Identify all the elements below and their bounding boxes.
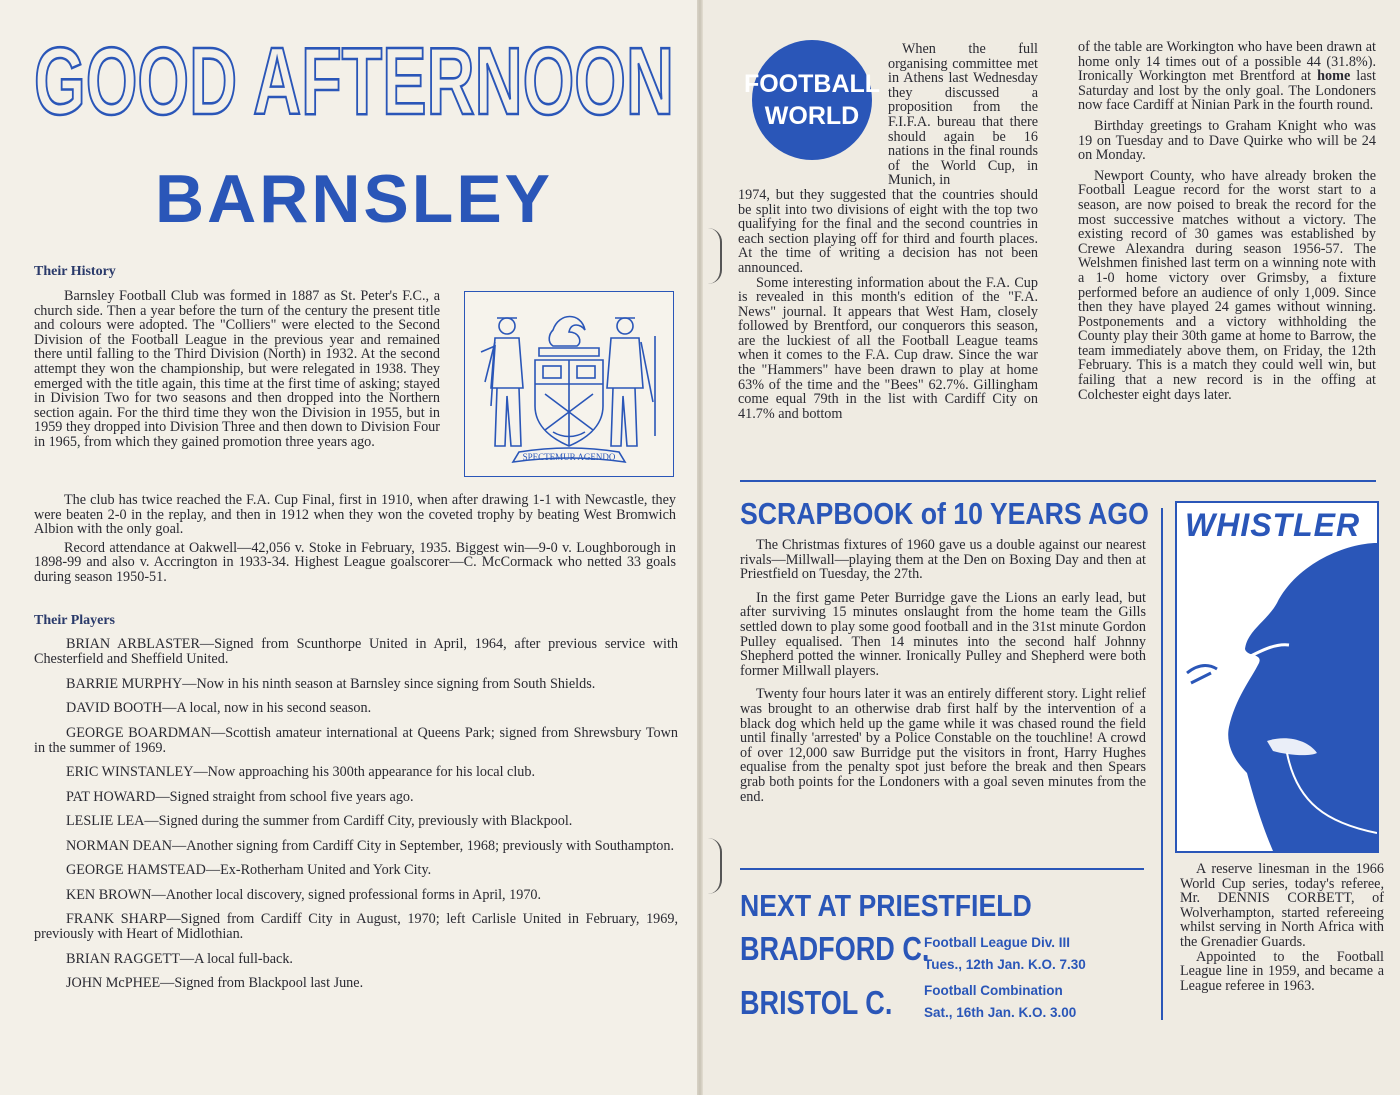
griffin [549, 317, 585, 347]
history-paragraph-2: The club has twice reached the F.A. Cup Final, first in 1910, when after drawing 1-1 with Newcastle, they were beaten 2-0 in the replay, and then in 1912 when they won the coveted trophy by beating West Bromwich Albion with the only goal. [34, 492, 676, 538]
whistler-paragraph-1: A reserve linesman in the 1966 World Cup series, today's referee, Mr. DENNIS CORBETT, of Wolverhampton, started refereeing whilst serving in North Africa with the Grenadier Guards. [1180, 861, 1384, 950]
football-world-fa-cup: Some interesting information about the F.A. Cup is revealed in this month's edition of the "F.A. News" journal. It appears that West Ham, closely followed by Brentford, our conquerors this season, are the luckiest of all the Football League teams when it comes to the F.A. Cup draw. Since the war the "Hammers" have been drawn to play at home 63% of the time and the "Bees" 62.7%. Gillingham come equal 79th in the list with Cardiff City on 41.7% and bottom [738, 274, 1038, 422]
player-entry: BARRIE MURPHY—Now in his ninth season at Barnsley since signing from South Shields. [66, 675, 596, 692]
fixture-details [924, 932, 1086, 976]
football-world-workington [1078, 40, 1376, 113]
badge-line-2: WORLD [764, 102, 860, 130]
history-paragraph-3: Record attendance at Oakwell—42,056 v. Stoke in February, 1935. Biggest win—9-0 v. Loughborough in 1898-99 and also v. Accrington in 1933-34. Highest League goalscorer—C. McCormack who netted 33 goals during season 1950-51. [34, 539, 676, 585]
page-fold [697, 0, 703, 1095]
next-at-priestfield-title: NEXT AT PRIESTFIELD [740, 888, 1032, 923]
scrapbook-paragraph-1: The Christmas fixtures of 1960 gave us a double against our nearest rivals—Millwall—playing them at the Den on Boxing Day and then at Priestfield on Tuesday, the 27th. [740, 537, 1146, 583]
fixture-competition: Football League Div. III [924, 935, 1071, 950]
history-heading: Their History [34, 264, 116, 279]
whistler-panel [1175, 501, 1379, 853]
staple-bottom [706, 838, 722, 894]
whistler-title: WHISTLER [1185, 507, 1361, 543]
whistler-body [1180, 862, 1384, 993]
section-divider-bottom [740, 868, 1144, 870]
referee-silhouette [1177, 503, 1377, 851]
player-entry: ERIC WINSTANLEY—Now approaching his 300th appearance for his local club. [66, 764, 536, 780]
club-name-title: BARNSLEY [155, 161, 554, 237]
fixture-kickoff: Sat., 16th Jan. K.O. 3.00 [924, 1005, 1077, 1020]
miner-right-body [607, 338, 643, 388]
player-entry: PAT HOWARD—Signed straight from school five years ago. [66, 788, 414, 805]
football-world-column-2 [1078, 40, 1376, 402]
players-heading: Their Players [34, 613, 116, 628]
whistler-paragraph-2: Appointed to the Football League line in 1959, and became a League referee in 1963. [1180, 948, 1384, 994]
staple-top [706, 228, 722, 284]
workington-text-b: last Saturday and lost by the only goal. The Londoners now face Cardiff at Ninian Park in the fourth round. [1078, 68, 1376, 114]
player-entry: BRIAN ARBLASTER—Signed from Scunthorpe United in April, 1964, after previous service with Chesterfield and Sheffield United. [34, 636, 678, 667]
player-entry: GEORGE BOARDMAN—Scottish amateur international at Queens Park; signed from Shrewsbury Town in the summer of 1969. [34, 724, 678, 756]
scrapbook-title: SCRAPBOOK of 10 YEARS AGO [740, 496, 1149, 531]
miner-right-head [617, 318, 633, 334]
good-afternoon-text: GOOD AFTERNOON [34, 40, 674, 120]
players-list [34, 637, 678, 1001]
miner-left-head [499, 318, 515, 334]
fixture-kickoff: Tues., 12th Jan. K.O. 7.30 [924, 957, 1086, 972]
scrapbook-paragraph-2: In the first game Peter Burridge gave the Lions an early lead, but after surviving 15 minutes onslaught from the home team the Gills settled down to play some good football and in the 31st minute Gordon Pulley equalised. Then 14 minutes into the second half Johnny Shepherd potted the winner. Ironically Pulley and Shepherd were both former Millwall players. [740, 589, 1146, 679]
crest-illustration [465, 292, 673, 476]
workington-bold: home [1317, 68, 1351, 85]
football-world-newport: Newport County, who have already broken the Football League record for the worst start to a season, are now poised to break the record for the most successive matches without a victory. The existing record of 30 games was established by Crewe Alexandra during season 1956-57. The Welshmen finished last term on a winning note with a 1-0 home victory over Grimsby, a fixture performed before an audience of only 1,009. Since then they have played 24 games without winning. Postponements and a victory withholding the County play their 30th game at home to Barrow, the team immediately above them, on Friday, the 12th February. This is a match they could well win, but failing that a new record is in the offing at Colchester eight days later. [1078, 167, 1376, 403]
player-entry: BRIAN RAGGETT—A local full-back. [66, 950, 293, 967]
history-paragraph-1: Barnsley Football Club was formed in 1887 as St. Peter's F.C., a church side. Then a year before the turn of the century the present title and colours were adopted. The "Colliers" were elected to the Second Division of the Football League in the previous year and remained there until falling to the Third Division (North) in 1932. At the second attempt they won the championship, but were relegated in 1938. They emerged with the title again, this time at the first time of asking; stayed in Division Two for two seasons and then dropped into the Northern section again. For the third time they won the Division in 1955, but in 1959 they dropped into Division Three and then down to Division Four in 1965, from which they gained promotion three years ago. [34, 288, 440, 450]
club-crest [464, 291, 674, 477]
player-entry: DAVID BOOTH—A local, now in his second season. [66, 700, 372, 716]
good-afternoon-heading [34, 40, 674, 120]
football-world-intro: When the full organising committee met in Athens last Wednesday they discussed a proposition from the F.I.F.A. bureau that there should again be 16 nations in the final rounds of the World Cup, in Munich, in [888, 41, 1038, 189]
workington-text-a: of the table are Workington who have been drawn at home only 14 times out of a possible 44 (31.8%). Ironically Workington met Brentford at [1078, 39, 1376, 85]
fixture-team: BRISTOL C. [740, 984, 893, 1021]
crest-motto: SPECTEMUR AGENDO [522, 452, 616, 462]
fixture-details [924, 980, 1076, 1024]
scrapbook-body [740, 538, 1146, 804]
section-divider-top [740, 480, 1376, 482]
player-entry: NORMAN DEAN—Another signing from Cardiff City in September, 1968; previously with Southampton. [66, 837, 675, 854]
player-entry: JOHN McPHEE—Signed from Blackpool last June. [66, 975, 364, 991]
player-entry: FRANK SHARP—Signed from Cardiff City in August, 1970; left Carlisle United in February, 1969, previously with Heart of Midlothian. [34, 911, 678, 942]
badge-line-1: FOOTBALL [743, 70, 881, 98]
football-world-birthdays: Birthday greetings to Graham Knight who was 19 on Tuesday and to Dave Quirke who will be 24 on Monday. [1078, 117, 1376, 164]
player-entry: KEN BROWN—Another local discovery, signed professional forms in April, 1970. [66, 886, 542, 903]
player-entry: GEORGE HAMSTEAD—Ex-Rotherham United and York City. [66, 862, 432, 878]
fixture-team: BRADFORD C. [740, 930, 930, 967]
scrapbook-paragraph-3: Twenty four hours later it was an entirely different story. Light relief was brought to an otherwise drab first half by the intervention of a black dog which held up the game while it was chased round the field until finally 'arrested' by a Police Constable on the touchline! A crowd of over 12,000 saw Burridge put the visitors in front, Harry Hughes equalise from the penalty spot just before the break and then Spears grab both points for the Londoners with a goal seven minutes from the end. [740, 686, 1146, 805]
fixture-competition: Football Combination [924, 983, 1063, 998]
football-world-intro-cont: 1974, but they suggested that the countries should be split into two divisions of eight with the top two qualifying for the final and the second countries in each section playing off for third and fourth places. At the time of writing a decision has not been announced. [738, 186, 1038, 276]
column-divider [1161, 508, 1163, 1020]
history-more [34, 493, 676, 585]
player-entry: LESLIE LEA—Signed during the summer from Cardiff City, previously with Blackpool. [66, 813, 573, 829]
football-world-column [738, 42, 1038, 421]
